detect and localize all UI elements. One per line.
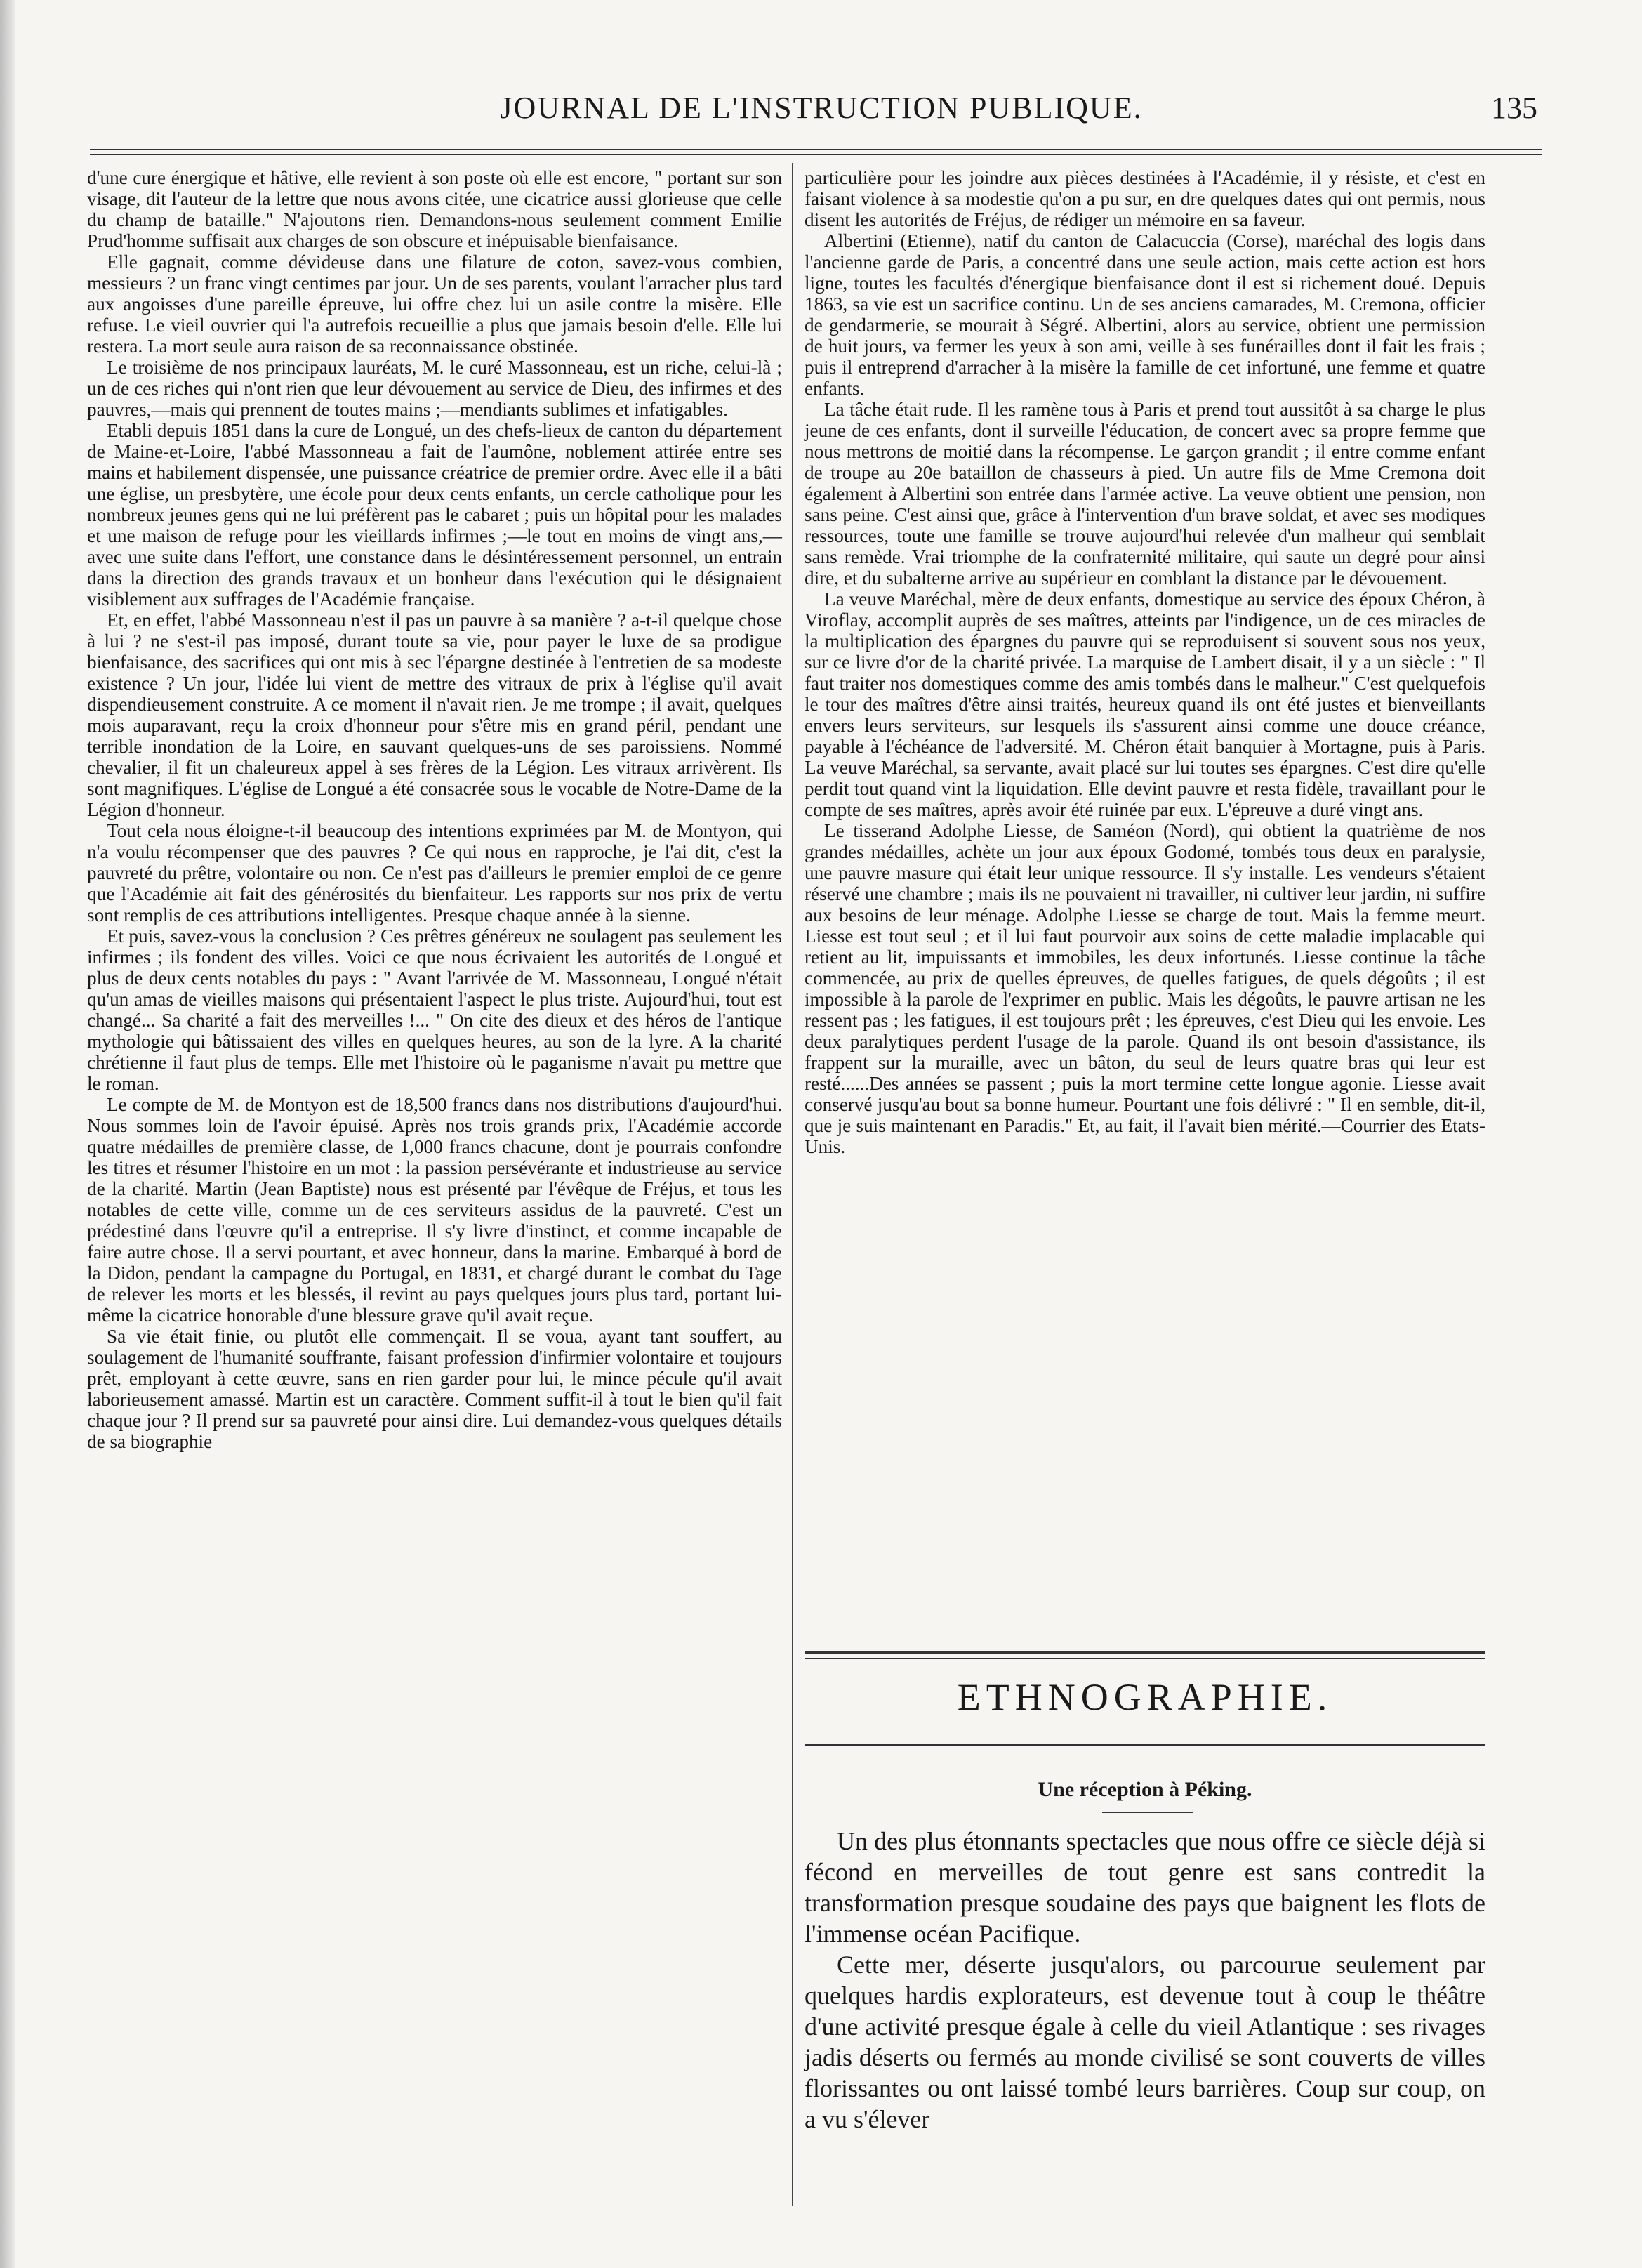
paragraph: Sa vie était finie, ou plutôt elle commençait. Il se voua, ayant tant souffert, au soulagement de l'humanité souffrante, faisant profession d'infirmier volontaire et toujours prêt, employant à cette œuvre, sans en rien garder pour lui, le mince pécule qu'il avait laborieusement amassé. Martin est un caractère. Comment suffit-il à tout le bien qu'il fait chaque jour ? Il prend sur sa pauvreté pour ainsi dire. Lui demandez-vous quelques détails de sa biographie [87,1326,782,1452]
page-number: 135 [1491,91,1537,125]
paragraph: Le troisième de nos principaux lauréats, M. le curé Massonneau, est un riche, celui-là ; un de ces riches qui n'ont rien que leur dévouement au service de Dieu, des infirmes et des pauvres,—mais qui prennent de toutes mains ;—mendiants sublimes et infatigables. [87,357,782,420]
paragraph: particulière pour les joindre aux pièces destinées à l'Académie, il y résiste, et c'est en faisant violence à sa modestie qu'on a pu sur, en dre quelques dates qui ont permis, nous disent les autorités de Fréjus, de rédiger un mémoire en sa faveur. [805,167,1485,230]
paragraph: Et, en effet, l'abbé Massonneau n'est il pas un pauvre à sa manière ? a-t-il quelque chose à lui ? ne s'est-il pas imposé, durant toute sa vie, pour payer le luxe de sa prodigue bienfaisance, des sacrifices qui ont mis à sec l'épargne destinée à l'entretien de sa modeste existence ? Un jour, l'idée lui vient de mettre des vitraux de prix à l'église qu'il avait dispendieusement construite. A ce moment il n'avait rien. Je me trompe ; il avait, quelques mois auparavant, reçu la croix d'honneur pour s'être mis en grand péril, pendant une terrible inondation de la Loire, en sauvant quelques-uns de ses paroissiens. Nommé chevalier, il fit un chaleureux appel à ses frères de la Légion. Les vitraux arrivèrent. Ils sont magnifiques. L'église de Longué a été consacrée sous le vocable de Notre-Dame de la Légion d'honneur. [87,609,782,820]
paragraph: La tâche était rude. Il les ramène tous à Paris et prend tout aussitôt à sa charge le plus jeune de ces enfants, dont il surveille l'éducation, de concert avec sa propre femme que nous mettrons de moitié dans la récompense. Le garçon grandit ; il entre comme enfant de troupe au 20e bataillon de chasseurs à pied. Un autre fils de Mme Cremona doit également à Albertini son entrée dans l'armée active. La veuve obtient une pension, non sans peine. C'est ainsi que, grâce à l'intervention d'un brave soldat, et avec ses modiques ressources, toute une famille se trouve aujourd'hui relevée d'un malheur qui semblait sans remède. Vrai triomphe de la confraternité militaire, qui saute un degré pour ainsi dire, et du subalterne arrive au supérieur en comblant la distance par le dévouement. [805,399,1485,588]
left-column [87,167,782,1452]
article-title: Une réception à Péking. [1038,1778,1252,1801]
header-rule [90,149,1542,155]
paragraph: d'une cure énergique et hâtive, elle revient à son poste où elle est encore, " portant sur son visage, dit l'auteur de la lettre que nous avons citée, une cicatrice aussi glorieuse que celle du champ de bataille." N'ajoutons rien. Demandons-nous seulement comment Emilie Prud'homme suffisait aux charges de son obscure et inépuisable bienfaisance. [87,167,782,251]
paragraph: Etabli depuis 1851 dans la cure de Longué, un des chefs-lieux de canton du département de Maine-et-Loire, l'abbé Massonneau a fait de l'aumône, noblement attirée entre ses mains et habilement dispensée, une puissance créatrice de premier ordre. Avec elle il a bâti une église, un presbytère, une école pour deux cents enfants, un cercle catholique pour les nombreux jeunes gens qui ne lui préfèrent pas le cabaret ; puis un hôpital pour les malades et une maison de refuge pour les vieillards infirmes ;—le tout en moins de vingt ans,—avec une suite dans l'effort, une constance dans le désintéressement personnel, un entrain dans la direction des grands travaux et un bonheur dans l'exécution qui le désignaient visiblement aux suffrages de l'Académie française. [87,420,782,609]
paragraph: Tout cela nous éloigne-t-il beaucoup des intentions exprimées par M. de Montyon, qui n'a voulu récompenser que des pauvres ? Ce qui nous en rapproche, je l'ai dit, c'est la pauvreté du prêtre, volontaire ou non. Ce n'est pas d'ailleurs le premier emploi de ce genre que l'Académie ait fait des générosités du bienfaiteur. Les rapports sur nos prix de vertu sont remplis de ces attributions intelligentes. Presque chaque année à la sienne. [87,820,782,925]
paragraph: La veuve Maréchal, mère de deux enfants, domestique au service des époux Chéron, à Viroflay, accomplit auprès de ses maîtres, atteints par l'indigence, un de ces miracles de la multiplication des épargnes du pauvre qui se reproduisent si souvent sous nos yeux, sur ce livre d'or de la charité privée. La marquise de Lambert disait, il y a un siècle : " Il faut traiter nos domestiques comme des amis tombés dans le malheur." C'est quelquefois le tour des maîtres d'être ainsi traités, heureux quand ils ont été justes et bienveillants envers leurs serviteurs, sur lesquels ils s'assurent ainsi comme une douce créance, payable à l'échéance de l'adversité. M. Chéron était banquier à Mortagne, puis à Paris. La veuve Maréchal, sa servante, avait placé sur lui toutes ses épargnes. C'est dire qu'elle perdit tout quand vint la liquidation. Elle devint pauvre et resta fidèle, travaillant pour le compte de ses maîtres, après avoir été ruinée par eux. L'épreuve a duré vingt ans. [805,588,1485,820]
paragraph: Et puis, savez-vous la conclusion ? Ces prêtres généreux ne soulagent pas seulement les infirmes ; ils fondent des villes. Voici ce que nous écrivaient les autorités de Longué et plus de deux cents notables du pays : " Avant l'arrivée de M. Massonneau, Longué n'était qu'un amas de vieilles maisons qui présentaient l'aspect le plus triste. Aujourd'hui, tout est changé... Sa charité a fait des merveilles !... " On cite des dieux et des héros de l'antique mythologie qui bâtissaient des villes en quelques heures, au son de la lyre. A la charité chrétienne il faut plus de temps. Elle met l'histoire où le paganisme n'avait pu mettre que le roman. [87,925,782,1094]
paragraph: Albertini (Etienne), natif du canton de Calacuccia (Corse), maréchal des logis dans l'ancienne garde de Paris, a concentré dans une seule action, mais cette action est hors ligne, toutes les facultés d'énergique bienfaisance dont il est si richement doué. Depuis 1863, sa vie est un sacrifice continu. Un de ses anciens camarades, M. Cremona, officier de gendarmerie, se mourait à Ségré. Albertini, alors au service, obtient une permission de huit jours, va fermer les yeux à son ami, veille à ses funérailles dont il fait les frais ; puis il entreprend d'arracher à la misère la famille de cet infortuné, une femme et quatre enfants. [805,230,1485,399]
right-column [805,167,1485,1571]
section-heading: ETHNOGRAPHIE. [957,1676,1333,1718]
paragraph: Elle gagnait, comme dévideuse dans une filature de coton, savez-vous combien, messieurs ? un franc vingt centimes par jour. Un de ses parents, voulant l'arracher plus tard aux angoisses d'une pareille épreuve, lui offre chez lui un asile contre la misère. Elle refuse. Le vieil ouvrier qui l'a autrefois recueillie a plus que jamais besoin d'elle. Elle lui restera. La mort seule aura raison de sa reconnaissance obstinée. [87,251,782,357]
paragraph: Le compte de M. de Montyon est de 18,500 francs dans nos distributions d'aujourd'hui. Nous sommes loin de l'avoir épuisé. Après nos trois grands prix, l'Académie accorde quatre médailles de première classe, de 1,000 francs chacune, dont je pourrais confondre les titres et résumer l'histoire en un mot : la passion persévérante et industrieuse au service de la charité. Martin (Jean Baptiste) nous est présenté par l'évêque de Fréjus, et tous les notables de cette ville, comme un de ces serviteurs assidus de la pauvreté. C'est un prédestiné dans l'œuvre qu'il a entreprise. Il s'y livre d'instinct, et comme incapable de faire autre chose. Il a servi pourtant, et avec honneur, dans la marine. Embarqué à bord de la Didon, pendant la campagne du Portugal, en 1831, et chargé durant le combat du Tage de relever les morts et les blessés, il revint au pays quelques jours plus tard, portant lui-même la cicatrice honorable d'une blessure grave qu'il avait reçue. [87,1094,782,1326]
article-body [805,1826,1485,2135]
paragraph: Un des plus étonnants spectacles que nous offre ce siècle déjà si fécond en merveilles de tout genre est sans contredit la transformation presque soudaine des pays que baignent les flots de l'immense océan Pacifique. [805,1827,1485,1948]
column-divider [792,163,793,2206]
paragraph: Le tisserand Adolphe Liesse, de Saméon (Nord), qui obtient la quatrième de nos grandes médailles, achète un jour aux époux Godomé, tombés tous deux en paralysie, une pauvre masure qui était leur unique ressource. Il s'y installe. Les vendeurs s'étaient réservé une chambre ; mais ils ne pouvaient ni travailler, ni cultiver leur jardin, ni suffire aux besoins de leur ménage. Adolphe Liesse se charge de tout. Mais la femme meurt. Liesse est tout seul ; et il lui faut pourvoir aux soins de cette maladie implacable qui retient au lit, impuissants et immobiles, les deux infortunés. Liesse continue la tâche commencée, au prix de quelles épreuves, de quelles fatigues, de quels dégoûts ; il est impossible à la parole de l'exprimer en public. Mais les dégoûts, le pauvre artisan ne les ressent pas ; les fatigues, il est toujours prêt ; les épreuves, c'est Dieu qui les envoie. Les deux paralytiques perdent l'usage de la parole. Quand ils ont besoin d'assistance, ils frappent sur la muraille, avec un bâton, du seul de leurs quatre bras qui leur est resté......Des années se passent ; puis la mort termine cette longue agonie. Liesse avait conservé jusqu'au bout sa bonne humeur. Pourtant une fois délivré : " Il en semble, dit-il, que je suis maintenant en Paradis." Et, au fait, il l'avait bien mérité.—Courrier des Etats-Unis. [805,820,1485,1157]
paragraph: Cette mer, déserte jusqu'alors, ou parcourue seulement par quelques hardis explorateurs, est devenue tout à coup le théâtre d'une activité presque égale à celle du vieil Atlantique : ses rivages jadis déserts ou fermés au monde civilisé se sont couverts de villes florissantes ou ont laissé tombé leurs barrières. Coup sur coup, on a vu s'élever [805,1951,1485,2133]
scan-edge [0,0,15,2268]
journal-title: JOURNAL DE L'INSTRUCTION PUBLIQUE. [500,91,1143,125]
title-rule [1102,1812,1193,1813]
section-rule-bottom [805,1744,1485,1751]
page-header [105,83,1537,132]
section-rule-top [805,1651,1485,1659]
